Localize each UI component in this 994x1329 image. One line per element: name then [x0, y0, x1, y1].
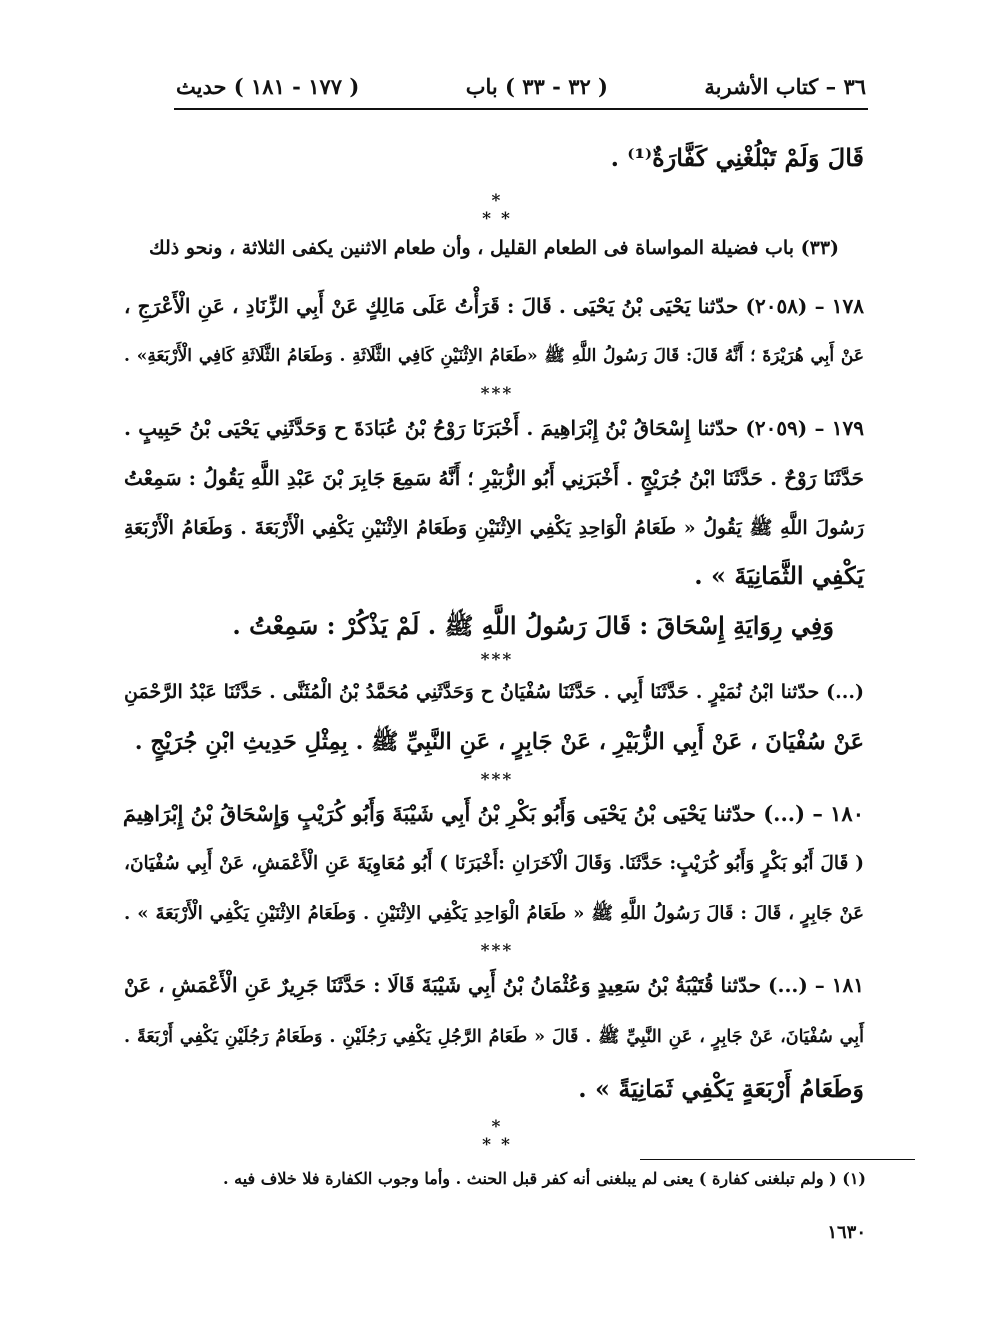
hadith-180-line-3: عَنْ جَابِرٍ ، قَالَ : قَالَ رَسُولُ اللَّهِ ﷺ « طَعَامُ الْوَاحِدِ يَكْفِي الاِثْنَيْنِ . وَطَعَامُ الاِثْنَيْنِ يَكْفِي الْأَرْبَعَةَ » . — [124, 903, 864, 924]
hadith-179-variant-note: وَفِي رِوَايَةِ إِسْحَاقَ : قَالَ رَسُولُ اللَّهِ ﷺ . لَمْ يَذْكُرْ : سَمِعْتُ . — [232, 611, 834, 640]
hadith-180-line-1: ١٨٠ – (...) حدّثنا يَحْيَى بْنُ يَحْيَى وَأَبُو بَكْرِ بْنُ أَبِي شَيْبَةَ وَأَبُو كُرَيْبٍ وَإِسْحَاقُ بْنُ إِبْرَاهِيمَ — [122, 801, 864, 826]
hadith-179-line-1: ١٧٩ – (٢٠٥٩) حدّثنا إِسْحَاقُ بْنُ إِبْرَاهِيمَ . أَخْبَرَنَا رَوْحُ بْنُ عُبَادَةَ ح وَحَدَّثَنِي يَحْيَى بْنُ حَبِيبٍ . — [124, 416, 864, 440]
hadith-181-line-2: أَبِي سُفْيَانَ، عَنْ جَابِرٍ ، عَنِ النَّبِيِّ ﷺ . قَالَ « طَعَامُ الرَّجُلِ يَكْفِي رَجُلَيْنِ . وَطَعَامُ رَجُلَيْنِ يَكْفِي أَرْبَعَةً . — [124, 1027, 864, 1047]
hadith-179-line-4: يَكْفِي الثَّمَانِيَةَ » . — [694, 561, 864, 590]
hadith-181-line-3: وَطَعَامُ أَرْبَعَةٍ يَكْفِي ثَمَانِيَةً » . — [578, 1074, 864, 1103]
running-header — [176, 70, 866, 104]
footnote-rule — [640, 1159, 915, 1160]
hadith-180-line-2: ( قَالَ أَبُو بَكْرٍ وَأَبُو كُرَيْبٍ: حَدَّثَنَا. وَقَالَ الْآخَرَانِ :أَخْبَرَنَا ) أَبُو مُعَاوِيَةَ عَنِ الْأَعْمَشِ، عَنْ أَبِي سُفْيَانَ، — [124, 853, 864, 874]
hadith-179b-line-1: (...) حدّثنا ابْنُ نُمَيْرٍ . حَدَّثَنَا أَبِي . حَدَّثَنَا سُفْيَانُ ح وَحَدَّثَنِي مُحَمَّدُ بْنُ الْمُثَنَّى . حَدَّثَنَا عَبْدُ الرَّحْمَنِ — [124, 681, 864, 703]
hadith-179-line-3: رَسُولَ اللَّهِ ﷺ يَقُولُ « طَعَامُ الْوَاحِدِ يَكْفِي الاِثْنَيْنِ وَطَعَامُ الاِثْنَيْنِ يَكْفِي الْأَرْبَعَةَ . وَطَعَامُ الْأَرْبَعَةِ — [124, 517, 864, 539]
hadith-181-line-1: ١٨١ – (...) حدّثنا قُتَيْبَةُ بْنُ سَعِيدٍ وَعُثْمَانُ بْنُ أَبِي شَيْبَةَ قَالَا : حَدَّثَنَا جَرِيرٌ عَنِ الْأَعْمَشِ ، عَنْ — [124, 973, 865, 997]
header-rule — [174, 108, 868, 110]
hadith-179-line-2: حَدَّثَنَا رَوْحٌ . حَدَّثَنَا ابْنُ جُرَيْجٍ . أَخْبَرَنِي أَبُو الزُّبَيْرِ ؛ أَنَّهُ سَمِعَ جَابِرَ بْنَ عَبْدِ اللَّهِ يَقُولُ : سَمِعْتُ — [124, 466, 864, 490]
header-chapter-range: ( ٣٢ - ٣٣ ) باب — [465, 74, 608, 99]
hadith-179b-line-2: عَنْ سُفْيَانَ ، عَنْ أَبِي الزُّبَيْرِ ، عَنْ جَابِرٍ ، عَنِ النَّبِيِّ ﷺ . بِمِثْلِ حَدِيثِ ابْنِ جُرَيْجٍ . — [134, 729, 864, 755]
separator-1: *** — [480, 384, 514, 404]
continuation-line: قَالَ وَلَمْ تَبْلُغْنِي كَفَّارَةٌ⁽¹⁾ . — [610, 143, 864, 172]
header-hadith-range: ( ١٧٧ - ١٨١ ) حديث — [176, 74, 360, 99]
hadith-178-line-1: ١٧٨ – (٢٠٥٨) حدّثنا يَحْيَى بْنُ يَحْيَى . قَالَ : قَرَأْتُ عَلَى مَالِكٍ عَنْ أَبِي الزِّنَادِ ، عَنِ الْأَعْرَجِ ، — [124, 294, 864, 318]
hadith-178-line-2: عَنْ أَبِي هُرَيْرَةَ ؛ أَنَّهُ قَالَ: قَالَ رَسُولُ اللَّهِ ﷺ «طَعَامُ الاِثْنَيْنِ كَافِي الثَّلَاثَةِ . وَطَعَامُ الثَّلَاثَةِ كَافِي الْأَرْبَعَةِ» . — [124, 346, 864, 366]
footnote: (١) ( ولم تبلغنى كفارة ) يعنى لم يبلغنى أنه كفر قبل الحنث . وأما وجوب الكفارة فلا خلاف فيه . — [222, 1169, 866, 1188]
section-mark-bottom: * * * — [482, 1117, 512, 1155]
separator-2: *** — [480, 650, 514, 670]
header-book-title: ٣٦ – كتاب الأشربة — [704, 74, 866, 99]
separator-4: *** — [480, 941, 514, 961]
section-mark-top: * * * — [482, 191, 512, 229]
page-number: ١٦٣٠ — [827, 1222, 866, 1243]
separator-3: *** — [480, 770, 514, 790]
chapter-title: (٣٣) باب فضيلة المواساة فى الطعام القليل ، وأن طعام الاثنين يكفى الثلاثة ، ونحو ذلك — [148, 237, 840, 259]
